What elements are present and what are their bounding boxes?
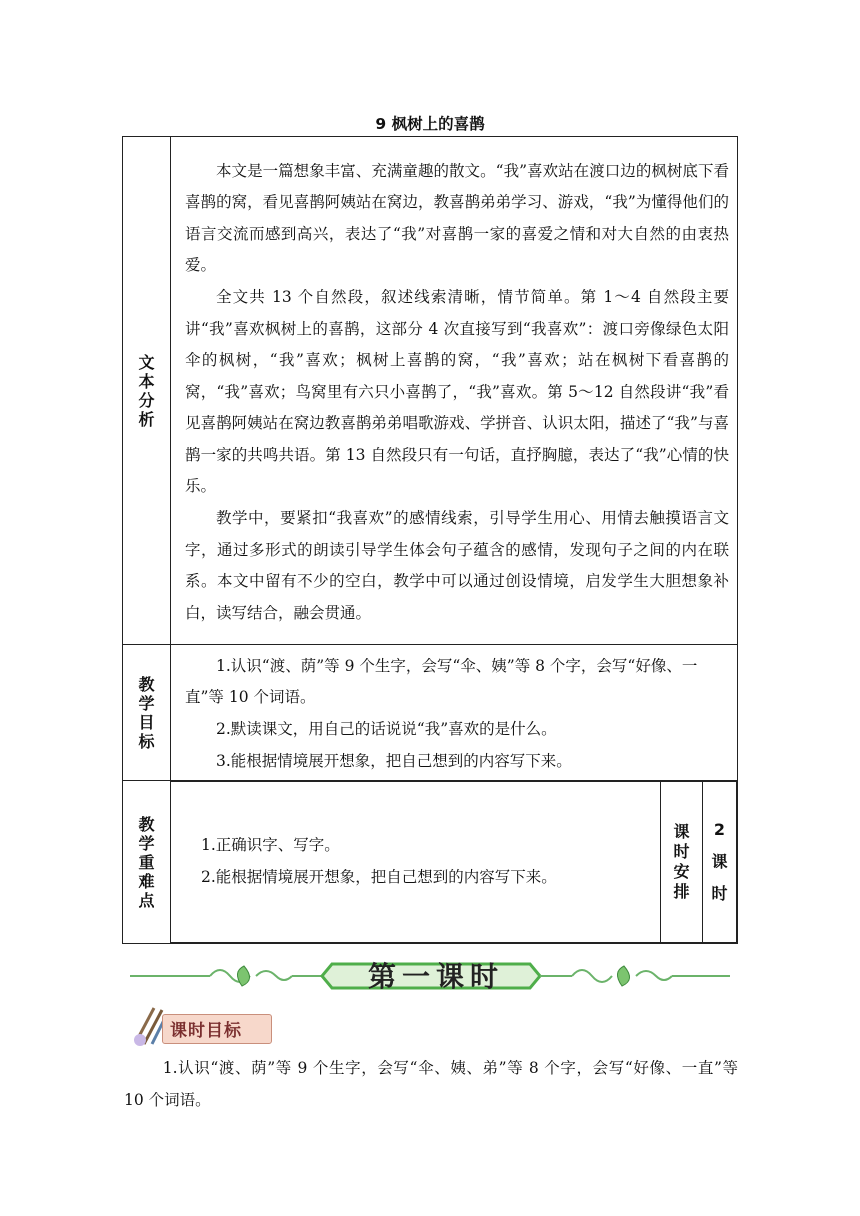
focus-label: 教学重难点 xyxy=(123,781,171,944)
focus-item: 1.正确识字、写字。 xyxy=(201,836,340,855)
analysis-content xyxy=(171,137,738,645)
lesson-goal-text: 1.认识“渡、荫”等 9 个生字，会写“伞、姨、弟”等 8 个字，会写“好像、一直”等 10 个词语。 xyxy=(124,1059,738,1109)
focus-item: 2.能根据情境展开想象，把自己想到的内容写下来。 xyxy=(201,868,557,886)
lesson-goal-tag-label: 课时目标 xyxy=(170,1021,242,1041)
analysis-row xyxy=(123,137,738,645)
lesson-plan-table xyxy=(122,136,738,944)
schedule-label: 课时安排 xyxy=(661,782,703,943)
page-title: 9 枫树上的喜鹊 xyxy=(375,115,485,133)
objectives-label: 教学目标 xyxy=(123,645,171,781)
focus-cell xyxy=(171,781,738,944)
focus-row xyxy=(123,781,738,944)
section-banner-title: 第一课时 xyxy=(367,960,504,993)
analysis-paragraph: 教学中，要紧扣“我喜欢”的感情线索，引导学生用心、用情去触摸语言文字，通过多形式的朗读引导学生体会句子蕴含的感情，发现句子之间的内在联系。本文中留有不少的空白，教学中可以通过创设情境，启发学生大胆想象补白，读写结合，融会贯通。 xyxy=(185,509,729,622)
objective-item: 2.默读课文，用自己的话说说“我”喜欢的是什么。 xyxy=(216,720,557,738)
objective-item: 3.能根据情境展开想象，把自己想到的内容写下来。 xyxy=(216,751,572,770)
objective-item: 1.认识“渡、荫”等 9 个生字，会写“伞、姨”等 8 个字，会写“好像、一直”等 10 个词语。 xyxy=(185,656,698,707)
focus-content xyxy=(171,782,661,943)
analysis-paragraph: 全文共 13 个自然段，叙述线索清晰，情节简单。第 1～4 自然段主要讲“我”喜欢枫树上的喜鹊，这部分 4 次直接写到“我喜欢”：渡口旁像绿色太阳伞的枫树，“我”喜欢；枫树上喜鹊的窝，“我”喜欢；站在枫树下看喜鹊的窝，“我”喜欢；鸟窝里有六只小喜鹊了，“我”喜欢。第 5～12 自然段讲“我”看见喜鹊阿姨站在窝边教喜鹊弟弟唱歌游戏、学拼音、认识太阳，描述了“我”与喜鹊一家的共鸣共语。第 13 自然段只有一句话，直抒胸臆，表达了“我”心情的快乐。 xyxy=(185,287,729,496)
objectives-content xyxy=(171,645,738,781)
analysis-paragraph: 本文是一篇想象丰富、充满童趣的散文。“我”喜欢站在渡口边的枫树底下看喜鹊的窝，看见喜鹊阿姨站在窝边，教喜鹊弟弟学习、游戏，“我”为懂得他们的语言交流而感到高兴，表达了“我”对喜鹊一家的喜爱之情和对大自然的由衷热爱。 xyxy=(185,161,729,275)
schedule-value: 2课时 xyxy=(703,782,737,943)
objectives-row xyxy=(123,645,738,781)
analysis-label: 文本分析 xyxy=(123,137,171,645)
focus-inner-table xyxy=(171,781,737,943)
